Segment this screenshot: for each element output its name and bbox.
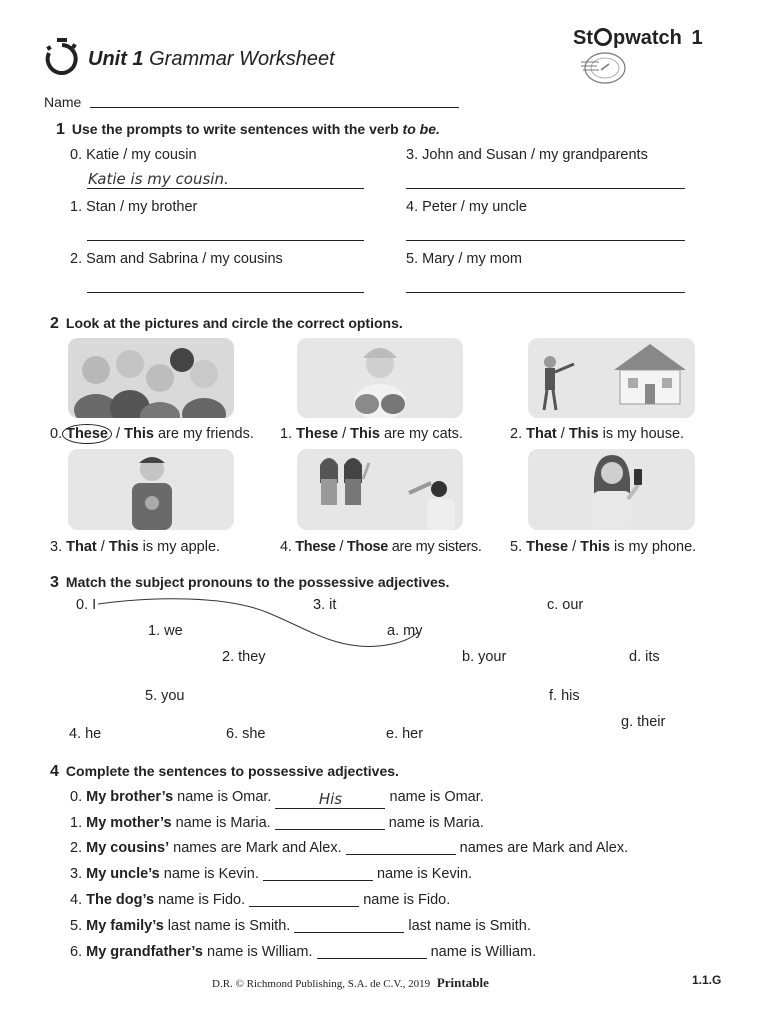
s1-answer-line-0[interactable] [87, 188, 364, 189]
stopwatch-o-icon [594, 28, 612, 46]
option-this[interactable]: This [568, 426, 599, 442]
picture-house [528, 338, 695, 418]
title-text: Grammar Worksheet [149, 48, 335, 70]
picture-cats [297, 338, 463, 418]
word-she[interactable]: 6. she [226, 726, 266, 742]
option-that[interactable]: That [526, 426, 557, 442]
word-we[interactable]: 1. we [148, 623, 183, 639]
brand-logo [573, 28, 703, 48]
option-this[interactable]: This [580, 539, 610, 555]
word-my[interactable]: a. my [387, 623, 423, 639]
s1-answer-0: Katie is my cousin. [88, 170, 229, 188]
s1-answer-line-2[interactable] [87, 292, 364, 293]
brand-right: pwatch [613, 27, 682, 49]
section-number: 1 [56, 121, 65, 138]
s1-answer-line-3[interactable] [406, 188, 685, 189]
instruction-text: Look at the pictures and circle the correct options. [65, 315, 403, 331]
seal-icon [579, 50, 629, 86]
word-they[interactable]: 2. they [222, 649, 266, 665]
unit-label: Unit 1 [88, 48, 144, 70]
s4-item-0: 0. My brother’s name is Omar. His name is Omar. [70, 789, 484, 808]
option-these[interactable]: These [296, 426, 339, 442]
s1-item-5: 5. Mary / my mom [406, 251, 523, 267]
item-number: 0. [50, 426, 63, 442]
word-i[interactable]: 0. I [76, 597, 97, 613]
s4-item-6: 6. My grandfather’s name is William. name is William. [70, 944, 537, 960]
option-that[interactable]: That [66, 539, 97, 555]
section-4-instruction [50, 764, 399, 780]
picture-apple [68, 449, 234, 530]
s1-item-0: 0. Katie / my cousin [70, 147, 197, 163]
s2-item-1: 1. These / This are my cats. [280, 426, 463, 442]
word-our[interactable]: c. our [547, 597, 584, 613]
s4-item-3: 3. My uncle’s name is Kevin. name is Kevin. [70, 866, 473, 882]
word-his[interactable]: f. his [549, 688, 580, 704]
instruction-text: Use the prompts to write sentences with the verb [71, 121, 399, 137]
option-this[interactable]: This [350, 426, 380, 442]
word-your[interactable]: b. your [462, 649, 507, 665]
section-1-instruction [56, 122, 440, 138]
page-title [88, 49, 335, 69]
option-these[interactable]: These [295, 539, 336, 555]
s2-item-0: 0. These / This are my friends. [50, 426, 254, 442]
s1-answer-line-5[interactable] [406, 292, 685, 293]
option-these[interactable]: These [526, 539, 569, 555]
option-this[interactable]: This [124, 426, 154, 442]
option-these[interactable]: These [62, 424, 112, 444]
s1-item-4: 4. Peter / my uncle [406, 199, 527, 215]
word-it[interactable]: 3. it [313, 597, 337, 613]
word-her[interactable]: e. her [386, 726, 424, 742]
word-he[interactable]: 4. he [69, 726, 102, 742]
s2-item-4: 4. These / Those are my sisters. [280, 539, 482, 555]
s1-item-2: 2. Sam and Sabrina / my cousins [70, 251, 283, 267]
s2-item-2: 2. That / This is my house. [510, 426, 685, 442]
s4-answer-0: His [318, 790, 343, 808]
s4-blank-6[interactable] [317, 945, 427, 959]
s1-item-1: 1. Stan / my brother [70, 199, 198, 215]
stopwatch-icon [44, 37, 80, 75]
picture-phone [528, 449, 695, 530]
picture-friends [68, 338, 234, 418]
s4-blank-0[interactable] [275, 792, 385, 809]
instruction-text: Match the subject pronouns to the possessive adjectives. [65, 574, 450, 590]
s4-blank-3[interactable] [263, 867, 373, 881]
picture-sisters [297, 449, 463, 530]
s4-item-1: 1. My mother’s name is Maria. name is Maria. [70, 815, 484, 831]
printable-label: Printable [436, 975, 489, 990]
instruction-text: Complete the sentences to possessive adjectives. [65, 763, 399, 779]
name-label: Name [44, 94, 82, 110]
section-3-instruction [50, 575, 449, 591]
brand-left: St [573, 27, 593, 49]
option-this[interactable]: This [108, 539, 139, 555]
s2-item-5: 5. These / This is my phone. [510, 539, 697, 555]
s1-answer-line-4[interactable] [406, 240, 685, 241]
section-number: 3 [50, 574, 59, 591]
instruction-emphasis: to be. [402, 121, 440, 137]
s2-item-3: 3. That / This is my apple. [50, 539, 221, 555]
s4-blank-1[interactable] [275, 816, 385, 830]
footer-copyright [212, 976, 489, 990]
s4-item-4: 4. The dog’s name is Fido. name is Fido. [70, 892, 451, 908]
word-their[interactable]: g. their [621, 714, 666, 730]
s4-blank-5[interactable] [294, 919, 404, 933]
brand-number: 1 [691, 27, 703, 49]
s1-item-3: 3. John and Susan / my grandparents [406, 147, 648, 163]
s1-answer-line-1[interactable] [87, 240, 364, 241]
option-those[interactable]: Those [346, 539, 389, 555]
section-number: 4 [50, 763, 59, 780]
s4-blank-2[interactable] [346, 841, 456, 855]
word-you[interactable]: 5. you [145, 688, 185, 704]
section-2-instruction [50, 316, 403, 332]
match-line [96, 596, 422, 652]
name-field[interactable] [90, 107, 459, 108]
word-its[interactable]: d. its [629, 649, 660, 665]
s4-item-2: 2. My cousins’ names are Mark and Alex. names are Mark and Alex. [70, 840, 629, 856]
footer-code: 1.1.G [692, 973, 722, 987]
s4-blank-4[interactable] [249, 893, 359, 907]
s4-item-5: 5. My family’s last name is Smith. last name is Smith. [70, 918, 531, 934]
section-number: 2 [50, 315, 59, 332]
copyright-text: D.R. © Richmond Publishing, S.A. de C.V., 2019 [212, 978, 431, 990]
